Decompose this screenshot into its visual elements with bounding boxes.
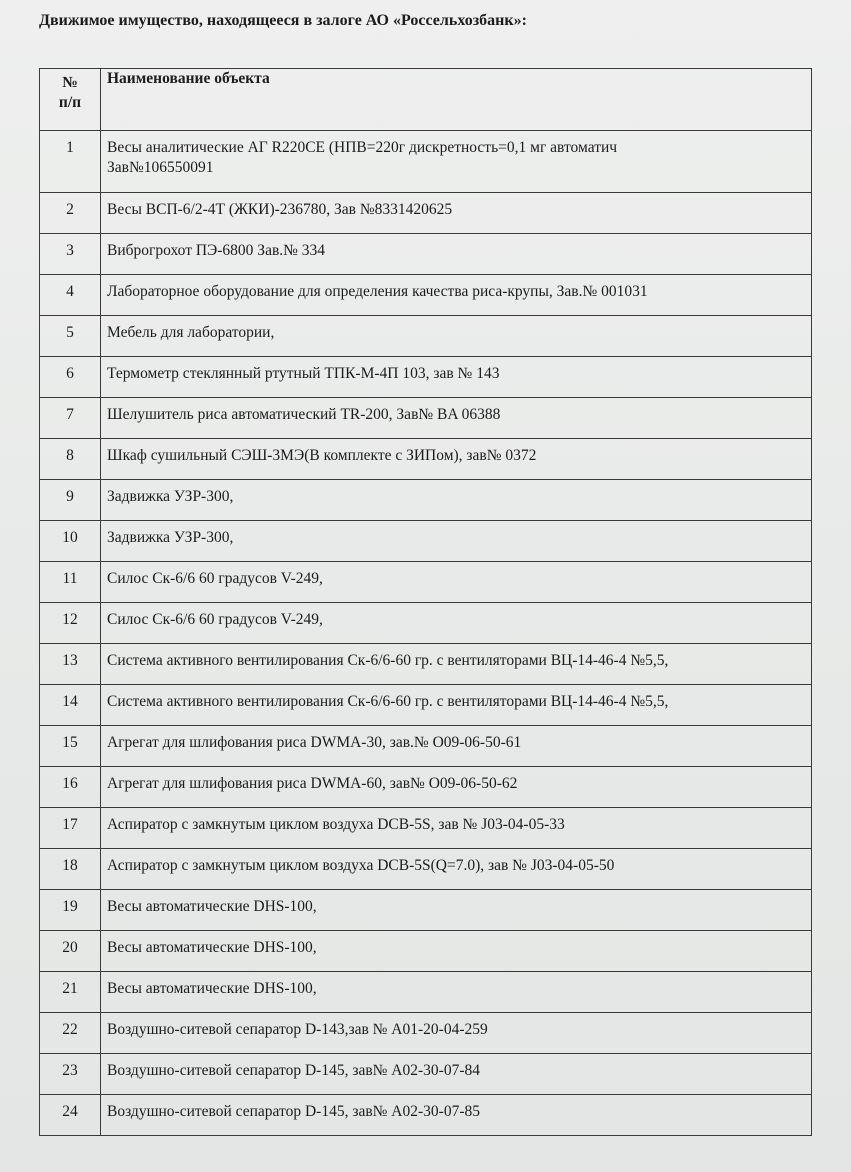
row-number: 23 [40,1054,101,1095]
row-number: 7 [40,398,101,439]
row-number: 12 [40,603,101,644]
row-object-name [101,1054,812,1095]
table-row [40,193,812,234]
object-name-line: Агрегат для шлифования риса DWMA-30, зав.№ О09-06-50-61 [107,734,522,751]
row-number: 16 [40,767,101,808]
object-name-line: Зав№106550091 [107,159,214,176]
row-number: 4 [40,275,101,316]
row-number: 11 [40,562,101,603]
row-object-name [101,726,812,767]
row-object-name [101,316,812,357]
row-number: 13 [40,644,101,685]
table-body [40,131,812,1136]
row-object-name [101,131,812,193]
row-object-name [101,931,812,972]
row-object-name [101,685,812,726]
row-number: 24 [40,1095,101,1136]
row-object-name [101,972,812,1013]
row-number: 10 [40,521,101,562]
row-object-name [101,603,812,644]
row-object-name [101,849,812,890]
table-row [40,357,812,398]
table-row [40,1095,812,1136]
table-row [40,480,812,521]
row-number: 6 [40,357,101,398]
row-number: 20 [40,931,101,972]
column-header-number-line1: № [62,74,78,91]
object-name-line: Мебель для лаборатории, [107,324,275,341]
object-name-line: Шелушитель риса автоматический TR-200, Зав№ BA 06388 [107,406,501,423]
row-object-name [101,480,812,521]
row-object-name [101,1013,812,1054]
row-number: 1 [40,131,101,193]
object-name-line: Силос Ск-6/6 60 градусов V-249, [107,570,323,587]
table-row [40,644,812,685]
row-object-name [101,767,812,808]
row-number: 14 [40,685,101,726]
row-object-name [101,439,812,480]
object-name-line: Весы автоматические DHS-100, [107,939,317,956]
object-name-line: Весы автоматические DHS-100, [107,898,317,915]
row-object-name [101,193,812,234]
row-object-name [101,521,812,562]
row-object-name [101,234,812,275]
table-row [40,808,812,849]
table-row [40,234,812,275]
object-name-line: Виброгрохот ПЭ-6800 Зав.№ 334 [107,242,326,259]
table-row [40,439,812,480]
object-name-line: Система активного вентилирования Ск-6/6-60 гр. с вентиляторами ВЦ-14-46-4 №5,5, [107,693,669,710]
object-name-line: Воздушно-ситевой сепаратор D-143,зав № А01-20-04-259 [107,1021,488,1038]
table-row [40,1013,812,1054]
row-number: 22 [40,1013,101,1054]
row-number: 2 [40,193,101,234]
row-object-name [101,275,812,316]
row-number: 17 [40,808,101,849]
row-number: 18 [40,849,101,890]
object-name-line: Задвижка УЗР-300, [107,488,234,505]
document-title: Движимое имущество, находящееся в залоге АО «Россельхозбанк»: [39,12,527,29]
object-name-line: Термометр стеклянный ртутный ТПК-М-4П 103, зав № 143 [107,365,500,382]
table-row [40,131,812,193]
row-object-name [101,890,812,931]
table-row [40,972,812,1013]
table-row [40,316,812,357]
property-table [39,68,812,1136]
table-row [40,890,812,931]
table-row [40,275,812,316]
object-name-line: Весы ВСП-6/2-4Т (ЖКИ)-236780, Зав №8331420625 [107,201,453,218]
column-header-number-line2: п/п [58,94,82,111]
object-name-line: Аспиратор с замкнутым циклом воздуха DCB-5S, зав № J03-04-05-33 [107,816,565,833]
table-row [40,1054,812,1095]
row-number: 9 [40,480,101,521]
table-row [40,398,812,439]
object-name-line: Весы аналитические АГ R220CE (НПВ=220г дискретность=0,1 мг автоматич [107,139,618,156]
row-number: 21 [40,972,101,1013]
table-row [40,931,812,972]
row-number: 5 [40,316,101,357]
object-name-line: Воздушно-ситевой сепаратор D-145, зав№ А02-30-07-84 [107,1062,480,1079]
row-number: 3 [40,234,101,275]
table-row [40,521,812,562]
column-header-number [40,69,101,131]
object-name-line: Лабораторное оборудование для определения качества риса-крупы, Зав.№ 001031 [107,283,648,300]
object-name-line: Задвижка УЗР-300, [107,529,234,546]
object-name-line: Силос Ск-6/6 60 градусов V-249, [107,611,323,628]
row-number: 19 [40,890,101,931]
row-object-name [101,808,812,849]
row-object-name [101,1095,812,1136]
row-object-name [101,562,812,603]
table-row [40,603,812,644]
row-number: 15 [40,726,101,767]
column-header-name: Наименование объекта [101,69,812,131]
row-number: 8 [40,439,101,480]
table-row [40,562,812,603]
row-object-name [101,644,812,685]
object-name-line: Система активного вентилирования Ск-6/6-60 гр. с вентиляторами ВЦ-14-46-4 №5,5, [107,652,669,669]
row-object-name [101,398,812,439]
object-name-line: Шкаф сушильный СЭШ-3МЭ(В комплекте с ЗИПом), зав№ 0372 [107,447,537,464]
object-name-line: Воздушно-ситевой сепаратор D-145, зав№ А02-30-07-85 [107,1103,480,1120]
table-row [40,767,812,808]
object-name-line: Агрегат для шлифования риса DWMA-60, зав№ О09-06-50-62 [107,775,518,792]
object-name-line: Аспиратор с замкнутым циклом воздуха DCB-5S(Q=7.0), зав № J03-04-05-50 [107,857,615,874]
table-row [40,685,812,726]
object-name-line: Весы автоматические DHS-100, [107,980,317,997]
table-row [40,726,812,767]
row-object-name [101,357,812,398]
table-header-row [40,69,812,131]
table-row [40,849,812,890]
